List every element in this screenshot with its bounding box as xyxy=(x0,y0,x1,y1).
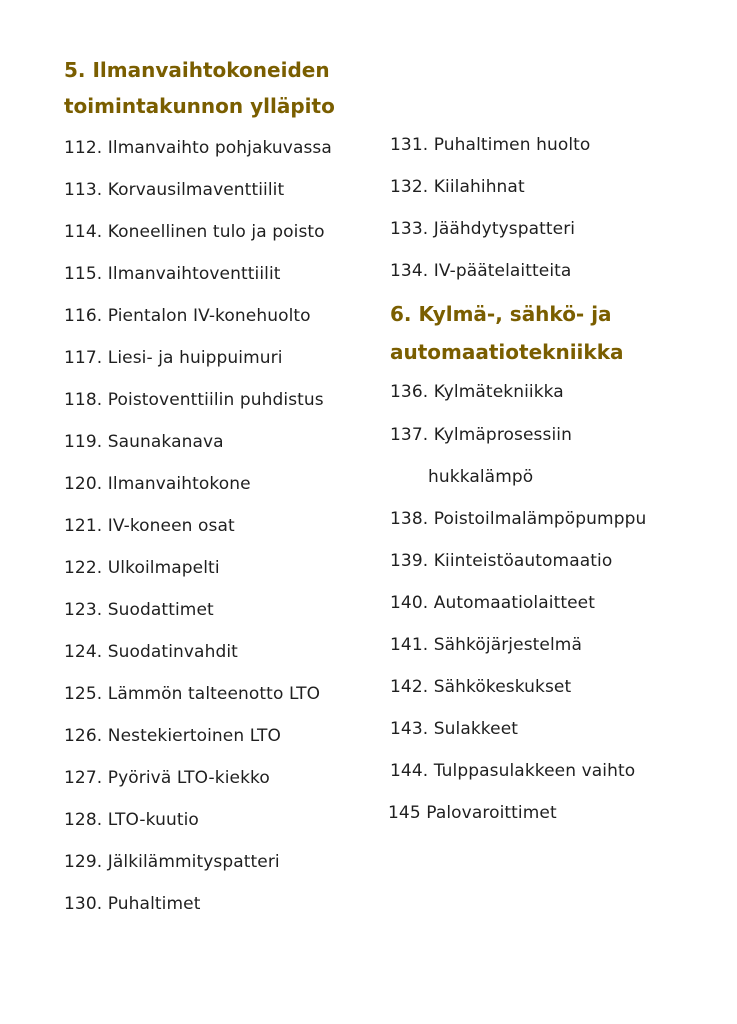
toc-item-129[interactable]: 129. Jälkilämmityspatteri xyxy=(64,852,280,872)
toc-item-114[interactable]: 114. Koneellinen tulo ja poisto xyxy=(64,222,325,242)
toc-item-139[interactable]: 139. Kiinteistöautomaatio xyxy=(390,551,613,571)
toc-item-117[interactable]: 117. Liesi- ja huippuimuri xyxy=(64,348,283,368)
toc-item-138[interactable]: 138. Poistoilmalämpöpumppu xyxy=(390,509,647,529)
toc-item-140[interactable]: 140. Automaatiolaitteet xyxy=(390,593,595,613)
section-5-heading-line-1: 5. Ilmanvaihtokoneiden xyxy=(64,58,330,82)
toc-item-145[interactable]: 145 Palovaroittimet xyxy=(388,803,557,823)
toc-item-128[interactable]: 128. LTO-kuutio xyxy=(64,810,199,830)
toc-item-132[interactable]: 132. Kiilahihnat xyxy=(390,177,525,197)
toc-item-127[interactable]: 127. Pyörivä LTO-kiekko xyxy=(64,768,270,788)
toc-item-115[interactable]: 115. Ilmanvaihtoventtiilit xyxy=(64,264,281,284)
toc-item-123[interactable]: 123. Suodattimet xyxy=(64,600,214,620)
toc-item-141[interactable]: 141. Sähköjärjestelmä xyxy=(390,635,582,655)
section-6-heading-line-1: 6. Kylmä-, sähkö- ja xyxy=(390,302,612,326)
section-6-heading-line-2: automaatiotekniikka xyxy=(390,340,624,364)
toc-item-125[interactable]: 125. Lämmön talteenotto LTO xyxy=(64,684,321,704)
toc-item-120[interactable]: 120. Ilmanvaihtokone xyxy=(64,474,251,494)
toc-item-112[interactable]: 112. Ilmanvaihto pohjakuvassa xyxy=(64,138,332,158)
toc-item-143[interactable]: 143. Sulakkeet xyxy=(390,719,519,739)
toc-item-133[interactable]: 133. Jäähdytyspatteri xyxy=(390,219,576,239)
toc-item-130[interactable]: 130. Puhaltimet xyxy=(64,894,201,914)
toc-item-137[interactable]: 137. Kylmäprosessiin xyxy=(390,425,572,445)
toc-item-126[interactable]: 126. Nestekiertoinen LTO xyxy=(64,726,281,746)
toc-item-122[interactable]: 122. Ulkoilmapelti xyxy=(64,558,220,578)
toc-item-113[interactable]: 113. Korvausilmaventtiilit xyxy=(64,180,285,200)
toc-item-118[interactable]: 118. Poistoventtiilin puhdistus xyxy=(64,390,324,410)
toc-item-144[interactable]: 144. Tulppasulakkeen vaihto xyxy=(390,761,636,781)
toc-item-121[interactable]: 121. IV-koneen osat xyxy=(64,516,235,536)
toc-item-142[interactable]: 142. Sähkökeskukset xyxy=(390,677,572,697)
toc-item-134[interactable]: 134. IV-päätelaitteita xyxy=(390,261,572,281)
toc-item-131[interactable]: 131. Puhaltimen huolto xyxy=(390,135,591,155)
toc-item-124[interactable]: 124. Suodatinvahdit xyxy=(64,642,238,662)
toc-item-119[interactable]: 119. Saunakanava xyxy=(64,432,224,452)
toc-item-137-continued[interactable]: hukkalämpö xyxy=(428,467,534,487)
toc-item-136[interactable]: 136. Kylmätekniikka xyxy=(390,382,564,402)
section-5-heading-line-2: toimintakunnon ylläpito xyxy=(64,94,335,118)
toc-item-116[interactable]: 116. Pientalon IV-konehuolto xyxy=(64,306,311,326)
